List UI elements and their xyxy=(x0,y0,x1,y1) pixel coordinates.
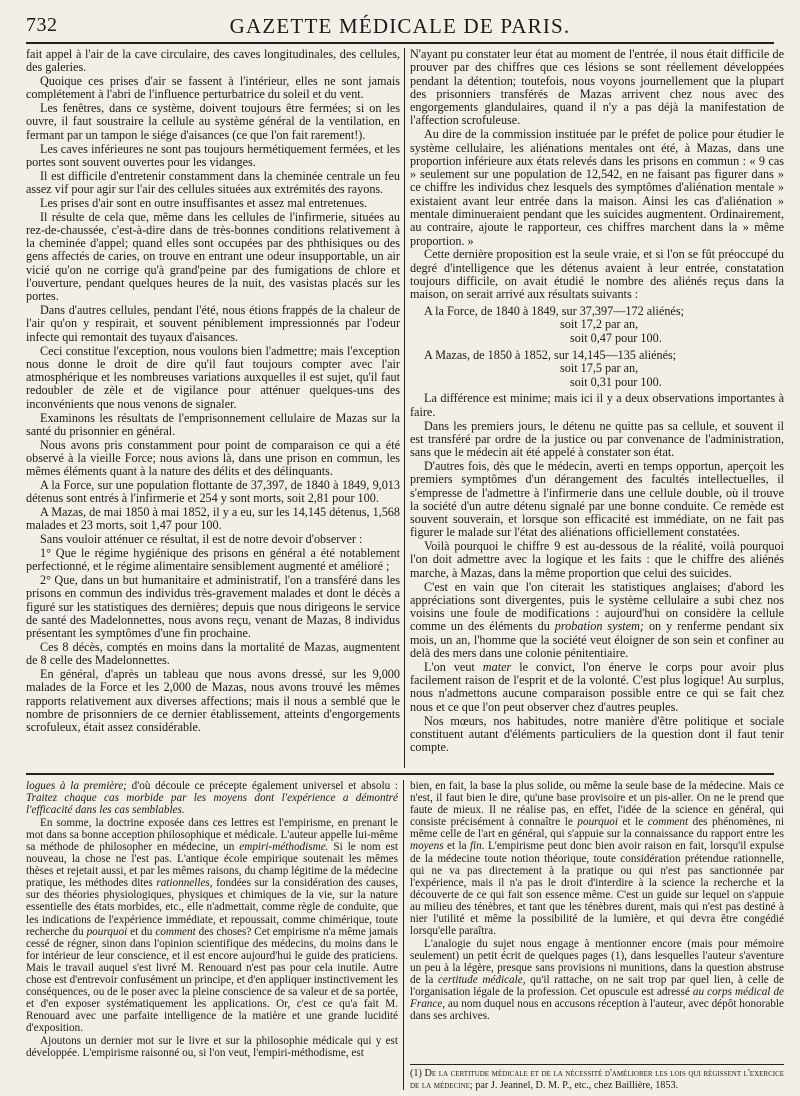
top-left-column xyxy=(26,48,400,748)
paragraph: Les prises d'air sont en outre insuffisantes et assez mal entretenues. xyxy=(40,195,368,210)
column-divider-top xyxy=(404,48,405,768)
paragraph xyxy=(410,938,784,1023)
paragraph: Ces 8 décès, comptés en moins dans la mortalité de Mazas, augmentent de 8 celle des Madelonnettes. xyxy=(26,640,400,668)
emphasis: mater xyxy=(482,659,512,674)
footnote-mark: (1) xyxy=(410,1068,422,1079)
text-run: L'on veut xyxy=(424,659,483,674)
paragraph xyxy=(26,817,398,1035)
paragraph: La différence est minime; mais ici il y a deux observations importantes à faire. xyxy=(410,391,784,419)
paragraph: Voilà pourquoi le chiffre 9 est au-dessous de la réalité, voilà pourquoi l'on doit admettre avec la logique et les faits : que le chiffre des aliénés marche, à Mazas, dans la même proportion que celui des suicides. xyxy=(410,539,784,580)
emphasis: logues à la première; xyxy=(26,780,127,792)
mazas-statistics-line: A Mazas, de 1850 à 1852, sur 14,145—135 aliénés; xyxy=(424,347,677,362)
paragraph: Au dire de la commission instituée par le préfet de police pour étudier le système cellulaire, les aliénations mentales ont été, à Mazas, dans une proportion inférieure aux états relevés dans les prisons en commun : « 9 cas » seulement sur une population de 12,542, en ne faisant pas figurer dans » ce chiffre les individus chez lesquels des symptômes d'aliénation mentale » existaient avant leur entrée dans la maison. Ainsi les cas d'aliénation » mentale diminueraient pendant que les suicides augmentent. Ordinairement, au contraire, ajoute le rapporteur, ces chiffres marchent dans la » même proportion. » xyxy=(410,127,784,248)
emphasis: empiri-méthodisme. xyxy=(239,840,329,853)
footnote-rule xyxy=(410,1064,784,1065)
paragraph: Cette dernière proposition est la seule vraie, et si l'on se fût préoccupé du degré d'intelligence que les détenus avaient à leur entrée, constatation toujours difficile, on avait étudié le nombre des aliénés reçus dans la maison, on serait arrivé aux résultats suivants : xyxy=(410,247,784,302)
section-rule xyxy=(26,773,774,775)
paragraph: Ceci constitue l'exception, nous voulons bien l'admettre; mais l'exception nous donne le droit de dire qu'il faut toujours compter avec l'air atmosphérique et les nombreuses variations auxquelles il est sujet, qu'il faut redoubler de zèle et de vigilance pour atténuer quelques-uns des inconvénients que nous venons de signaler. xyxy=(26,343,400,411)
text-run: au nom duquel nous en accusons réception à l'auteur, avec dépôt honorable dans ses archives. xyxy=(410,998,784,1023)
paragraph: A Mazas, de mai 1850 à mai 1852, il y a eu, sur les 14,145 détenus, 1,568 malades et 23 morts, soit 1,47 pour 100. xyxy=(26,505,400,533)
header-rule xyxy=(26,42,774,44)
text-run: on y renferme pendant six mois, un an, l'homme que la société veut éloigner de son sein et confiner au delà des mers dans une colonie pénitentiaire. xyxy=(410,619,784,661)
footnote-author: par J. Jeannel, D. M. P., etc., chez Baillière, 1853. xyxy=(472,1079,679,1091)
emphasis: Traitez chaque cas morbide par les moyens dont l'expérience a démontré l'efficacité dans les cas semblables. xyxy=(26,792,398,817)
page-number: 732 xyxy=(26,14,58,36)
force-rate-percent: soit 0,47 pour 100. xyxy=(570,331,662,346)
emphasis: fin. xyxy=(469,840,485,853)
emphasis: certitude médicale, xyxy=(437,974,526,986)
journal-title: GAZETTE MÉDICALE DE PARIS. xyxy=(229,14,571,38)
text-run: bien, en fait, la base la plus solide, ou même la seule base de la médecine. Mais ce n'est, il faut bien le dire, qu'une base provisoire et un pis-aller. On ne le prend que faute de mieux. Il ne réalise pas, en effet, l'idée de la science en général, qui consiste précisément à connaître le xyxy=(410,780,784,829)
text-run: et la xyxy=(443,840,470,853)
emphasis: probation system; xyxy=(554,619,644,634)
mazas-rate-per-year: soit 17,5 par an, xyxy=(560,361,639,376)
paragraph: Nos mœurs, nos habitudes, notre manière d'être politique et sociale constituent autant d'éléments particuliers de la question dont il faut tenir compte. xyxy=(410,713,784,755)
paragraph xyxy=(410,581,784,661)
emphasis: pourquoi xyxy=(86,925,128,938)
force-rate-per-year: soit 17,2 par an, xyxy=(560,317,639,332)
text-run: Si le nom est nouveau, la chose ne l'est pas. L'antique école empirique soutenait les mêmes thèses et rejetait aussi, et par les mêmes raisons, du champ légitime de la médecine pratique, les méthodes dites xyxy=(26,840,398,890)
column-divider-bottom xyxy=(403,780,404,1090)
emphasis: au corps médical de France, xyxy=(410,986,784,1011)
emphasis: rationnelles, xyxy=(156,877,213,890)
paragraph: Quoique ces prises d'air se fassent à l'intérieur, elles ne sont jamais complétement à l'abri de l'influence perturbatrice du soleil et du vent. xyxy=(26,74,400,102)
text-run: En somme, la doctrine exposée dans ces lettres est l'empirisme, en prenant le mot dans sa bonne acception philosophique et médicale. L'auteur appelle lui-même sa méthode de philosopher en médecine, un xyxy=(26,816,398,853)
paragraph: Nous avons pris constamment pour point de comparaison ce qui a été observé à la vieille Force; nous avions là, dans une prison en commun, les mêmes éléments quant à la nature des délits et des délinquants. xyxy=(26,437,400,479)
paragraph: Il est difficile d'entretenir constamment dans la cheminée centrale un feu assez vif pour agir sur l'air des cellules situées aux extrémités des rayons. xyxy=(26,168,400,196)
text-run: d'où découle ce précepte également universel et absolu : xyxy=(126,780,398,792)
text-run: C'est en vain que l'on citerait les statistiques anglaises; d'abord les appréciations sont divergentes, puis le système cellulaire a subi chez nos voisins une foule de modifications : aujourd'hui on considère la cellule comme un des éléments du xyxy=(410,579,784,634)
paragraph: 1° Que le régime hygiénique des prisons en général a été notablement perfectionné, et le régime alimentaire sensiblement augmenté et amélioré ; xyxy=(26,545,400,574)
paragraph xyxy=(410,780,784,937)
footnote-title: De la certitude médicale et de la nécessité d'améliorer les lois qui régissent l'exercice de la médecine; xyxy=(410,1068,785,1091)
top-right-column xyxy=(410,48,784,768)
text-run: qu'il rattache, on ne sait trop par quel lien, à celle de l'organisation légale de la profession. Cet opuscule est adressé xyxy=(410,974,784,999)
paragraph: Sans vouloir atténuer ce résultat, il est de notre devoir d'observer : xyxy=(40,532,363,547)
text-run: et du xyxy=(127,925,156,938)
paragraph: A la Force, sur une population flottante de 37,397, de 1840 à 1849, 9,013 détenus sont entrés à l'infirmerie et 254 y sont morts, soit 2,81 pour 100. xyxy=(26,478,400,506)
text-run: le convict, l'on énerve le corps pour avoir plus facilement raison de l'esprit et de la volonté. C'est plus logique! Au surplus, nous n'admettons aucune comparaison possible entre ce qui se fait chez nous et ce que l'on peut observer chez d'autres peuples. xyxy=(410,659,784,714)
paragraph: fait appel à l'air de la cave circulaire, des caves longitudinales, des cellules, des galeries. xyxy=(26,48,400,75)
paragraph: D'autres fois, dès que le médecin, averti en temps opportun, aperçoit les premiers symptômes d'un dérangement des facultés intellectuelles, il s'empresse de l'admettre à l'infirmerie dans une cellule double, où il trouve la société d'un autre détenu signalé par une bonne conduite. Ce remède est souvent souverain, et lorsque son efficacité est immédiate, on ne fait pas figurer le malade sur l'état des aliénations officiellement constatées. xyxy=(410,458,784,540)
paragraph xyxy=(410,661,784,714)
paragraph: Il résulte de cela que, même dans les cellules de l'infirmerie, situées au rez-de-chaussée, c'est-à-dire dans de très-bonnes conditions relativement à la cheminée d'appel; quand elles sont occupées par des phthisiques ou des gens affectés de caries, on trouve en entrant une odeur insupportable, un air vicié qu'on ne corrige qu'à grand'peine par des fumigations de chlore et l'ouverture, pendant quelques heures de la nuit, des vasistas placés sur les portes. xyxy=(26,209,400,304)
emphasis: comment xyxy=(155,925,196,938)
paragraph: Dans les premiers jours, le détenu ne quitte pas sa cellule, et souvent il est transféré par ordre de la justice ou par convenance de l'administration, sans que le médecin ait été appelé à constater son état. xyxy=(410,418,784,460)
bottom-left-column xyxy=(26,780,398,1092)
paragraph: 2° Que, dans un but humanitaire et administratif, l'on a transféré dans les prisons en commun des individus très-gravement malades et dont le décès a figuré sur les statistiques des dernières; depuis que nous dirigeons le service de santé des Madelonnettes, nous avons reçu, venant de Mazas, 8 individus présentant les symptômes d'une fin prochaine. xyxy=(26,573,400,641)
force-statistics-line: A la Force, de 1840 à 1849, sur 37,397—172 aliénés; xyxy=(424,303,684,318)
paragraph: N'ayant pu constater leur état au moment de l'entrée, il nous était difficile de prouver par des chiffres que ces lésions se sont réellement développées pendant la détention; toutefois, nous voyons journellement que la plupart des prisonniers transférés de Mazas arrivent chez nous avec des engorgements glandulaires, quand il n'y a pas déjà la manifestation de l'affection scrofuleuse. xyxy=(410,48,784,128)
text-run: des choses? Cet empirisme n'a même jamais cessé de régner, sinon dans l'opinion scientifique des médecins, du moins dans le for intérieur de leur conscience, et il est encore aujourd'hui le guide des praticiens. Mais le travail auquel s'est livré M. Renouard n'est pas pour cela inutile. Autre chose est d'entrevoir confusément un principe, et d'en appliquer instinctivement les conséquences, ou de le poser avec la pleine conscience de sa valeur et de sa portée, et d'en exposer systématiquement les applications. Or, c'est ce qu'a fait M. Renouard avec une parfaite intelligence de la matière et une grande lucidité d'exposition. xyxy=(26,925,398,1035)
text-run: L'empirisme peut donc bien avoir raison en fait, lorsqu'il expulse de la médecine toute notion théorique, toute considération prétendue rationnelle, qui ne va pas directement à la pratique ou qui n'est pas sanctionnée par l'expérience, mais il n'a pas le droit d'interdire à la science la recherche et la découverte de ce qui fait son essence même. C'est un guide sur lequel on s'appuie au milieu des ténèbres, et tant que les ténèbres durent, mais qui n'est pas destiné à nier l'utilité et même la possibilité de la lumière, et qui devra être congédié lorsqu'elle paraîtra. xyxy=(410,840,784,938)
footnote xyxy=(410,1068,784,1091)
page-header xyxy=(26,14,774,40)
emphasis: moyens xyxy=(410,840,444,853)
paragraph: Les fenêtres, dans ce système, doivent toujours être fermées; si on les ouvre, il faut soustraire la cellule au système général de la ventilation, en fermant par un tampon le siége d'aisances (ce que l'on fait rarement!). xyxy=(26,101,400,142)
text-run: et le xyxy=(617,816,648,829)
paragraph: Examinons les résultats de l'emprisonnement cellulaire de Mazas sur la santé du prisonnier en général. xyxy=(26,410,400,438)
paragraph: Les caves inférieures ne sont pas toujours hermétiquement fermées, et les portes sont souvent ouvertes pour les vidanges. xyxy=(26,141,400,169)
text-run: des phénomènes, ni même celle de l'art en général, qui s'appuie sur la connaissance du rapport entre les xyxy=(410,816,784,841)
paragraph: Ajoutons un dernier mot sur le livre et sur la philosophie médicale qui y est développée. L'empirisme raisonné ou, si l'on veut, l'empiri-méthodisme, est xyxy=(26,1034,398,1060)
text-run: fondées sur la considération des causes, sur des théories physiologiques, physiques et chimiques de la vie, sur la nature essentielle des états morbides, etc., elle n'admettait, comme règle de conduite, que les indications de l'expérience immédiate, et repoussait, comme chimérique, toute recherche du xyxy=(26,877,398,938)
text-run: L'analogie du sujet nous engage à mentionner encore (mais pour mémoire seulement) un petit écrit de quelques pages (1), dans lesquelles l'auteur s'aventure un peu à la légère, presque sans provisions ni munitions, dans la question abstruse de la xyxy=(410,937,784,986)
paragraph xyxy=(26,780,398,816)
emphasis: pourquoi xyxy=(577,816,618,829)
paragraph: Dans d'autres cellules, pendant l'été, nous étions frappés de la chaleur de l'air qu'on y respirait, et souvent péniblement impressionnés par l'odeur infecte qui remontait des tuyaux d'aisances. xyxy=(26,303,400,344)
bottom-right-column xyxy=(410,780,784,1040)
paragraph: En général, d'après un tableau que nous avons dressé, sur les 9,000 malades de la Force et les 2,000 de Mazas, nous avons trouvé les mêmes rapports relativement aux diverses affections; mais il nous a semblé que le nombre de prisonniers de ce dernier établissement, atteints d'engorgements scrofuleux, était assez considérable. xyxy=(26,667,400,735)
mazas-rate-percent: soit 0,31 pour 100. xyxy=(570,375,662,390)
emphasis: comment xyxy=(647,816,689,829)
